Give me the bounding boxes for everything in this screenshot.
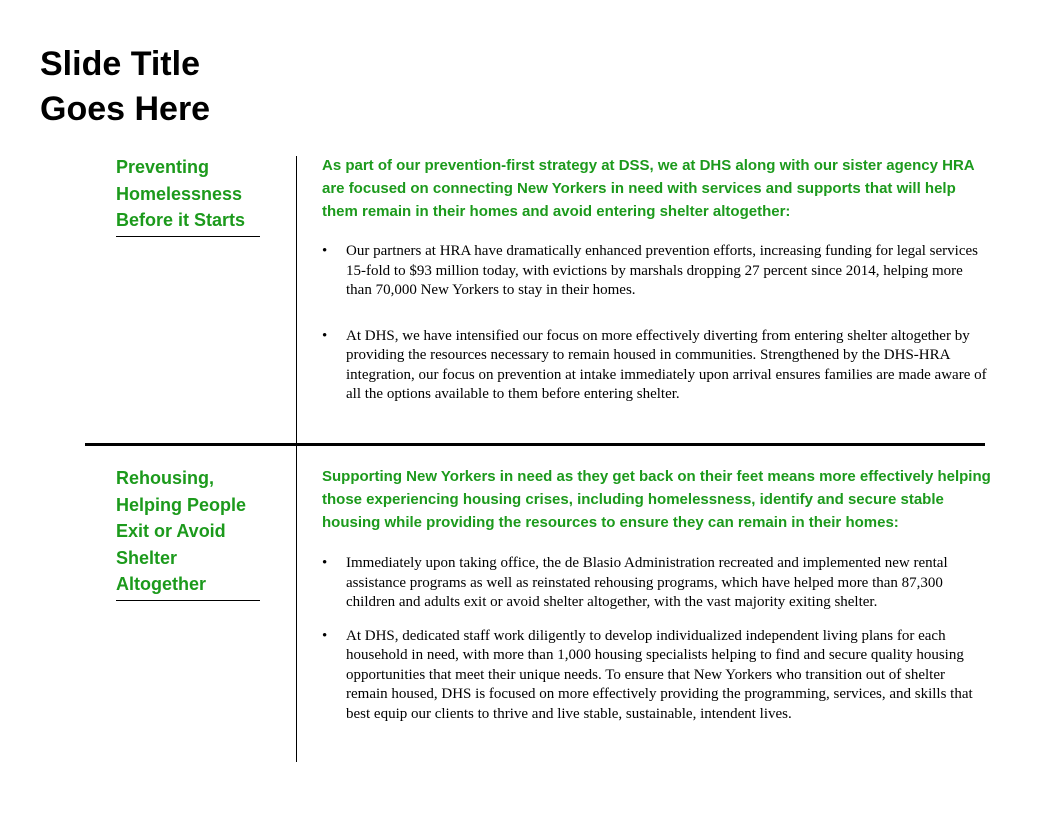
vertical-divider xyxy=(296,156,297,762)
slide-title-line-1: Slide Title xyxy=(40,45,200,83)
section-label-line: Shelter xyxy=(116,547,178,568)
section-label-line: Helping People xyxy=(116,494,247,515)
slide-title xyxy=(40,42,440,132)
section-label-line: Exit or Avoid xyxy=(116,521,226,541)
slide-title-line-2: Goes Here xyxy=(40,90,211,128)
section-label-line: Homelessness xyxy=(116,183,243,204)
section-label-line: Before it Starts xyxy=(116,210,246,230)
section-lead-prevention: As part of our prevention-first strategy at DSS, we at DHS along with our sister agency HRA are focused on connecting New Yorkers in need with services and supports that will help them remain in their homes and avoid entering shelter altogether: xyxy=(322,157,975,220)
section-label-rehousing xyxy=(116,465,260,601)
bullet-item: • At DHS, we have intensified our focus on more effectively diverting from entering shelter altogether by providing the resources necessary to remain housed in communities. Strengthened by the DHS-HRA integration, our focus on prevention at intake immediately upon arrival ensures families are made aware of all the options available to them before entering shelter. xyxy=(322,327,987,405)
bullet-item: • Immediately upon taking office, the de Blasio Administration recreated and implemented new rental assistance programs as well as reinstated rehousing programs, which have helped more than 87,300 children and adults exit or avoid shelter altogether, with the vast majority exiting shelter. xyxy=(322,554,987,613)
section-label-prevention xyxy=(116,154,260,237)
section-lead-rehousing: Supporting New Yorkers in need as they get back on their feet means more effectively helping those experiencing housing crises, including homelessness, identify and secure stable housing while providing the resources to ensure they can remain in their homes: xyxy=(322,468,991,531)
section-label-line: Preventing xyxy=(116,157,210,177)
bullet-item: • Our partners at HRA have dramatically enhanced prevention efforts, increasing funding for legal services 15-fold to $93 million today, with evictions by marshals dropping 27 percent since 2014, helping more than 70,000 New Yorkers to stay in their homes. xyxy=(322,242,987,301)
bullet-item: • At DHS, dedicated staff work diligently to develop individualized independent living plans for each household in need, with more than 1,000 housing specialists helping to find and secure quality housing opportunities that meet their unique needs. To ensure that New Yorkers who transition out of shelter remain housed, DHS is focused on more effectively providing the programming, services, and skills that best equip our clients to thrive and live stable, sustainable, intendent lives. xyxy=(322,627,987,725)
bullet-list-rehousing xyxy=(322,554,987,724)
section-label-line: Rehousing, xyxy=(116,468,214,488)
bullet-list-prevention xyxy=(322,242,987,405)
section-label-line: Altogether xyxy=(116,574,206,594)
horizontal-divider xyxy=(85,443,985,446)
